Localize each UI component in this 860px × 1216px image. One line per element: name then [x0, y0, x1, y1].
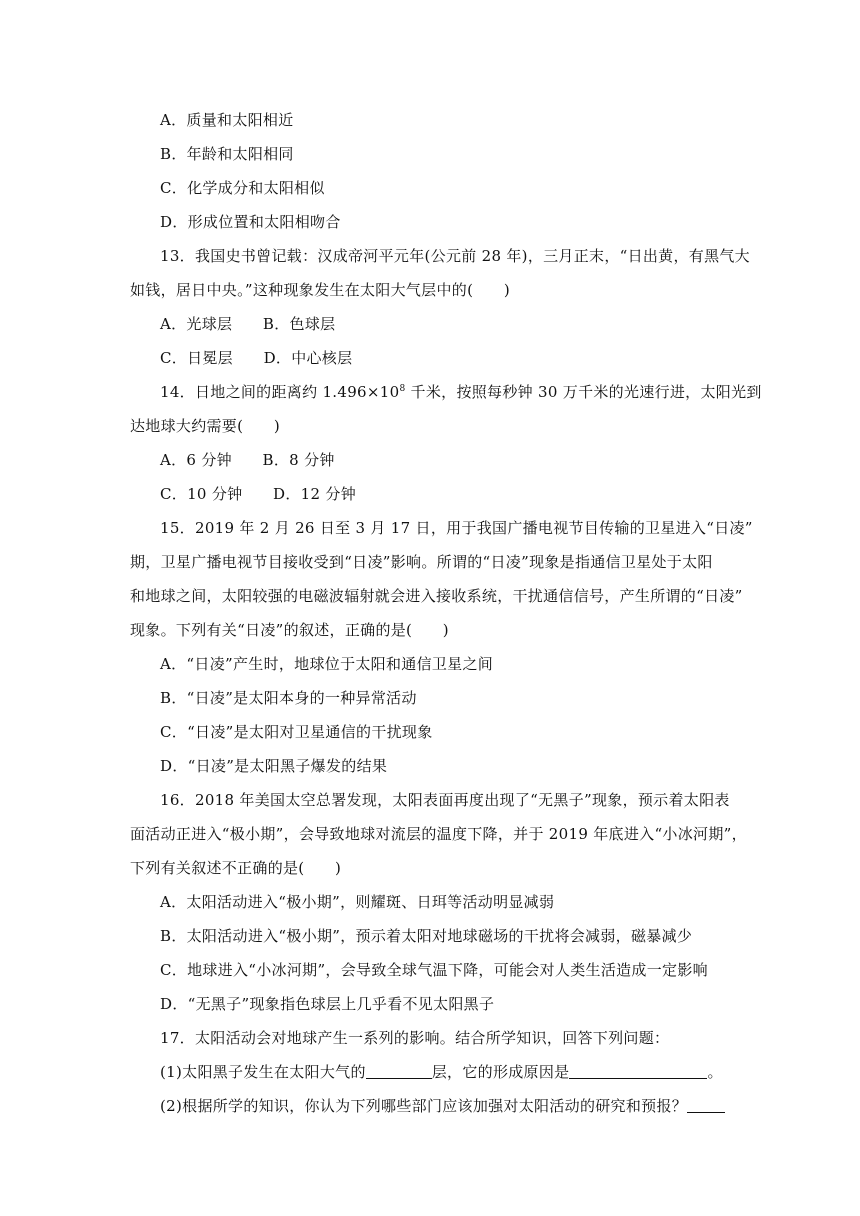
- option-16a: A．太阳活动进入“极小期”，则耀斑、日珥等活动明显减弱: [160, 893, 555, 911]
- question-15-line-1: 15．2019 年 2 月 26 日至 3 月 17 日，用于我国广播电视节目传输的卫星进入“日凌”: [160, 519, 753, 537]
- option-13ab: A．光球层 B．色球层: [160, 315, 336, 333]
- option-12b: B．年龄和太阳相同: [160, 145, 294, 163]
- question-13-line-1: 13．我国史书曾记载：汉成帝河平元年(公元前 28 年)，三月正末，“日出黄，有黑气大: [160, 247, 750, 265]
- answer-blank-1[interactable]: [366, 1062, 432, 1079]
- question-17-part-1: (1)太阳黑子发生在太阳大气的 层，它的形成原因是 。: [160, 1063, 723, 1081]
- question-14-line-1: 14．日地之间的距离约 $1.496\times 10^8$ 千米，按照每秒钟 30 万千米的光速行进，太阳光到: [160, 383, 762, 401]
- option-13cd: C．日冕层 D．中心核层: [160, 349, 353, 367]
- answer-blank-3[interactable]: [687, 1096, 725, 1113]
- question-14-line-2: 达地球大约需要( ): [130, 417, 281, 435]
- question-15-line-2: 期，卫星广播电视节目接收受到“日凌”影响。所谓的“日凌”现象是指通信卫星处于太阳: [130, 553, 713, 571]
- option-16b: B．太阳活动进入“极小期”，预示着太阳对地球磁场的干扰将会减弱，磁暴减少: [160, 927, 693, 945]
- option-12d: D．形成位置和太阳相吻合: [160, 213, 341, 231]
- option-15d: D．“日凌”是太阳黑子爆发的结果: [160, 757, 388, 775]
- option-15c: C．“日凌”是太阳对卫星通信的干扰现象: [160, 723, 433, 741]
- answer-blank-2[interactable]: [569, 1062, 707, 1079]
- question-17-stem: 17．太阳活动会对地球产生一系列的影响。结合所学知识，回答下列问题：: [160, 1029, 670, 1047]
- option-15a: A．“日凌”产生时，地球位于太阳和通信卫星之间: [160, 655, 494, 673]
- exponent: 8: [399, 384, 406, 394]
- option-16d: D．“无黑子”现象指色球层上几乎看不见太阳黑子: [160, 995, 495, 1013]
- option-12c: C．化学成分和太阳相似: [160, 179, 325, 197]
- question-16-line-3: 下列有关叙述不正确的是( ): [130, 859, 342, 877]
- question-16-line-2: 面活动正进入“极小期”，会导致地球对流层的温度下降，并于 2019 年底进入“小冰河期”，: [130, 825, 747, 843]
- question-13-line-2: 如钱，居日中央。”这种现象发生在太阳大气层中的( ): [130, 281, 510, 299]
- option-16c: C．地球进入“小冰河期”，会导致全球气温下降，可能会对人类生活造成一定影响: [160, 961, 708, 979]
- question-15-line-3: 和地球之间，太阳较强的电磁波辐射就会进入接收系统，干扰通信信号，产生所谓的“日凌”: [130, 587, 743, 605]
- option-14ab: A．6 分钟 B．8 分钟: [160, 451, 335, 469]
- question-17-part-2: (2)根据所学的知识，你认为下列哪些部门应该加强对太阳活动的研究和预报？: [160, 1096, 725, 1116]
- option-12a: A．质量和太阳相近: [160, 111, 294, 129]
- question-15-line-4: 现象。下列有关“日凌”的叙述，正确的是( ): [130, 621, 449, 639]
- option-15b: B．“日凌”是太阳本身的一种异常活动: [160, 689, 417, 707]
- question-16-line-1: 16．2018 年美国太空总署发现，太阳表面再度出现了“无黑子”现象，预示着太阳表: [160, 791, 730, 809]
- option-14cd: C．10 分钟 D．12 分钟: [160, 485, 357, 503]
